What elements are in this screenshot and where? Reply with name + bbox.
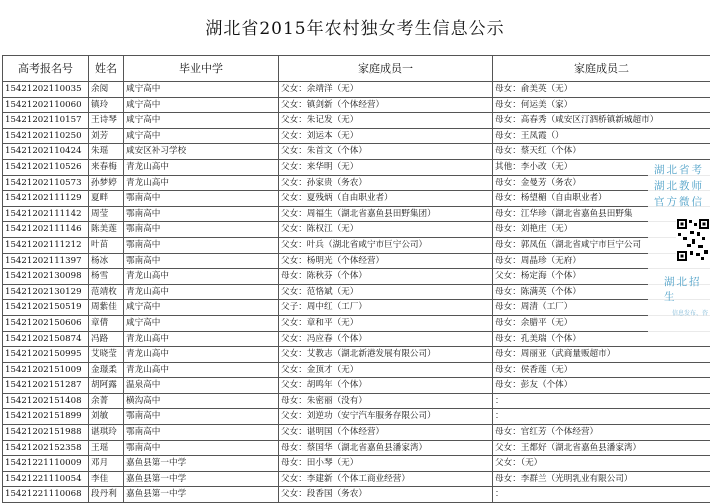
member-two-cell: 母女：王凤霞（）: [493, 128, 710, 144]
member-one-cell: 父女：李建新（个体工商业经营）: [279, 471, 493, 487]
exam-id-cell: 15421221110068: [3, 487, 89, 503]
name-cell: 余阅: [89, 82, 124, 98]
name-cell: 镇玲: [89, 97, 124, 113]
member-one-cell: 父女：金顶才（无）: [279, 362, 493, 378]
header-name: 姓名: [89, 56, 124, 82]
info-table: [2, 55, 710, 503]
member-two-cell: 母女：周丽亚（武商量贩超市）: [493, 347, 710, 363]
member-one-cell: 母女：田小琴（无）: [279, 456, 493, 472]
member-two-cell: 母女：刘艳庄（无）: [493, 222, 710, 238]
table-row: [3, 175, 710, 191]
name-cell: 章倩: [89, 315, 124, 331]
school-cell: 青龙山高中: [124, 362, 279, 378]
exam-id-cell: 15421202150606: [3, 315, 89, 331]
school-cell: 鄂南高中: [124, 237, 279, 253]
table-row: [3, 159, 710, 175]
table-row: [3, 97, 710, 113]
name-cell: 陈美莲: [89, 222, 124, 238]
name-cell: 杨雪: [89, 269, 124, 285]
table-row: [3, 487, 710, 503]
school-cell: 鄂南高中: [124, 253, 279, 269]
name-cell: 朱瑶: [89, 144, 124, 160]
name-cell: 孙梦婷: [89, 175, 124, 191]
member-one-cell: 父女：夏残炳（自由职业者）: [279, 191, 493, 207]
name-cell: 金璟柔: [89, 362, 124, 378]
member-one-cell: 父女：刘运本（无）: [279, 128, 493, 144]
member-one-cell: 父女：陈权江（无）: [279, 222, 493, 238]
name-cell: 刘芳: [89, 128, 124, 144]
school-cell: 咸宁高中: [124, 113, 279, 129]
school-cell: 鄂南高中: [124, 440, 279, 456]
member-one-cell: 父女：朱记发（无）: [279, 113, 493, 129]
name-cell: 范靖枚: [89, 284, 124, 300]
member-two-cell: 母女：陈满英（个体）: [493, 284, 710, 300]
member-one-cell: 父女：孙家贵（务农）: [279, 175, 493, 191]
name-cell: 邓月: [89, 456, 124, 472]
member-two-cell: 母女：高春秀（咸安区汀泗桥镇新城超市）: [493, 113, 710, 129]
table-row: [3, 300, 710, 316]
member-two-cell: 母女：李群兰（光明乳业有限公司）: [493, 471, 710, 487]
name-cell: 周莹: [89, 206, 124, 222]
table-row: [3, 456, 710, 472]
exam-id-cell: 15421202152358: [3, 440, 89, 456]
member-two-cell: 母女：周晶珍（无府）: [493, 253, 710, 269]
exam-id-cell: 15421202150995: [3, 347, 89, 363]
name-cell: 余菁: [89, 393, 124, 409]
name-cell: 王瑶: [89, 440, 124, 456]
member-one-cell: 父女：范恪斌（无）: [279, 284, 493, 300]
table-row: [3, 128, 710, 144]
school-cell: 青龙山高中: [124, 347, 279, 363]
table-row: [3, 440, 710, 456]
name-cell: 冯路: [89, 331, 124, 347]
member-one-cell: 父女：镇剑新（个体经营）: [279, 97, 493, 113]
name-cell: 叶苗: [89, 237, 124, 253]
member-one-cell: 父女：冯应春（个体）: [279, 331, 493, 347]
ad-line: 湖北省考: [648, 162, 710, 178]
ad-bottom-text: 湖北招生: [648, 274, 710, 304]
member-one-cell: 父女：胡鸣年（个体）: [279, 378, 493, 394]
school-cell: 温泉高中: [124, 378, 279, 394]
exam-id-cell: 15421202111146: [3, 222, 89, 238]
member-one-cell: 父女：来华明（无）: [279, 159, 493, 175]
exam-id-cell: 15421202151009: [3, 362, 89, 378]
exam-id-cell: 15421202151899: [3, 409, 89, 425]
school-cell: 鄂南高中: [124, 206, 279, 222]
school-cell: 青龙山高中: [124, 331, 279, 347]
exam-id-cell: 15421202130098: [3, 269, 89, 285]
member-one-cell: 父女：艾教志（湖北新港发展有限公司）: [279, 347, 493, 363]
school-cell: 嘉鱼县第一中学: [124, 456, 279, 472]
member-two-cell: ：: [493, 409, 710, 425]
school-cell: 青龙山高中: [124, 269, 279, 285]
name-cell: 谌琪玲: [89, 425, 124, 441]
member-two-cell: 母女：郭凤伍（湖北省咸宁市巨宁公司: [493, 237, 710, 253]
table-row: [3, 269, 710, 285]
school-cell: 嘉鱼县第一中学: [124, 471, 279, 487]
header-member-one: 家庭成员一: [279, 56, 493, 82]
member-one-cell: 父子：周中红（工厂）: [279, 300, 493, 316]
member-one-cell: 父女：章和平（无）: [279, 315, 493, 331]
table-row: [3, 362, 710, 378]
member-two-cell: 母女：周清（工厂）: [493, 300, 710, 316]
member-two-cell: 母女：官红芳（个体经营）: [493, 425, 710, 441]
school-cell: 咸宁高中: [124, 315, 279, 331]
member-two-cell: 母女：金曼芳（务农）: [493, 175, 710, 191]
name-cell: 王诗琴: [89, 113, 124, 129]
exam-id-cell: 15421221110054: [3, 471, 89, 487]
member-two-cell: 母女：何运美（家）: [493, 97, 710, 113]
member-one-cell: 父女：朱首文（个体）: [279, 144, 493, 160]
member-two-cell: 母女：蔡天红（个体）: [493, 144, 710, 160]
exam-id-cell: 15421202110035: [3, 82, 89, 98]
school-cell: 鄂南高中: [124, 425, 279, 441]
member-two-cell: 母女：杨望楣（自由职业者）: [493, 191, 710, 207]
table-row: [3, 237, 710, 253]
member-one-cell: 父女：谌明国（个体经营）: [279, 425, 493, 441]
member-two-cell: 母女：侯香莲（无）: [493, 362, 710, 378]
exam-id-cell: 15421202111129: [3, 191, 89, 207]
exam-id-cell: 15421202130129: [3, 284, 89, 300]
table-row: [3, 393, 710, 409]
member-two-cell: 父女：杨定海（个体）: [493, 269, 710, 285]
exam-id-cell: 15421202111397: [3, 253, 89, 269]
table-row: [3, 425, 710, 441]
ad-small-text: 信息发布、咨: [648, 308, 710, 317]
school-cell: 咸宁高中: [124, 300, 279, 316]
page-title: 湖北省2015年农村独女考生信息公示: [0, 14, 710, 39]
name-cell: 来春梅: [89, 159, 124, 175]
exam-id-cell: 15421202110060: [3, 97, 89, 113]
exam-id-cell: 15421202111212: [3, 237, 89, 253]
name-cell: 胡阿露: [89, 378, 124, 394]
school-cell: 鄂南高中: [124, 409, 279, 425]
exam-id-cell: 15421202110573: [3, 175, 89, 191]
member-two-cell: 母女：彭友（个体）: [493, 378, 710, 394]
school-cell: 青龙山高中: [124, 284, 279, 300]
school-cell: 咸宁高中: [124, 97, 279, 113]
exam-id-cell: 15421202151408: [3, 393, 89, 409]
exam-id-cell: 15421202151988: [3, 425, 89, 441]
exam-id-cell: 15421202110250: [3, 128, 89, 144]
qr-code-icon: [676, 218, 710, 262]
table-row: [3, 378, 710, 394]
exam-id-cell: 15421202110526: [3, 159, 89, 175]
school-cell: 青龙山高中: [124, 175, 279, 191]
exam-id-cell: 15421221110009: [3, 456, 89, 472]
exam-id-cell: 15421202110424: [3, 144, 89, 160]
member-two-cell: 父女：王都好（湖北省嘉鱼县潘家湾）: [493, 440, 710, 456]
table-row: [3, 253, 710, 269]
name-cell: 刘敏: [89, 409, 124, 425]
header-exam-id: 高考报名号: [3, 56, 89, 82]
school-cell: 横沟高中: [124, 393, 279, 409]
ad-line: 官方微信: [648, 194, 710, 210]
table-row: [3, 284, 710, 300]
name-cell: 艾晓莹: [89, 347, 124, 363]
member-two-cell: 母女：孔美瑞（个体）: [493, 331, 710, 347]
table-row: [3, 144, 710, 160]
member-one-cell: 父女：周福生（湖北省嘉鱼县田野集团）: [279, 206, 493, 222]
table-row: [3, 222, 710, 238]
school-cell: 鄂南高中: [124, 222, 279, 238]
name-cell: 李佳: [89, 471, 124, 487]
table-row: [3, 347, 710, 363]
school-cell: 咸安区补习学校: [124, 144, 279, 160]
member-one-cell: 母女：陈秋芬（个体）: [279, 269, 493, 285]
name-cell: 夏畔: [89, 191, 124, 207]
school-cell: 鄂南高中: [124, 191, 279, 207]
table-row: [3, 206, 710, 222]
header-member-two: 家庭成员二: [493, 56, 710, 82]
member-two-cell: ：: [493, 393, 710, 409]
member-one-cell: 父女：杨明光（个体经营）: [279, 253, 493, 269]
member-two-cell: 母女：江华珍（湖北省嘉鱼县田野集: [493, 206, 710, 222]
table-row: [3, 471, 710, 487]
header-school: 毕业中学: [124, 56, 279, 82]
member-one-cell: 父女：余靖洋（无）: [279, 82, 493, 98]
name-cell: 杨冰: [89, 253, 124, 269]
member-two-cell: 父女：（无）: [493, 456, 710, 472]
exam-id-cell: 15421202150874: [3, 331, 89, 347]
member-two-cell: 母女：俞美英（无）: [493, 82, 710, 98]
school-cell: 嘉鱼县第一中学: [124, 487, 279, 503]
table-row: [3, 191, 710, 207]
member-one-cell: 母女：朱密丽（没有）: [279, 393, 493, 409]
exam-id-cell: 15421202150519: [3, 300, 89, 316]
member-two-cell: 其他：李小改（无）: [493, 159, 710, 175]
table-row: [3, 113, 710, 129]
exam-id-cell: 15421202110157: [3, 113, 89, 129]
member-one-cell: 父女：刘逆功（安宁汽车服务存限公司）: [279, 409, 493, 425]
name-cell: 周紫佳: [89, 300, 124, 316]
table-row: [3, 331, 710, 347]
school-cell: 咸宁高中: [124, 128, 279, 144]
ad-line: 湖北教师: [648, 178, 710, 194]
member-two-cell: ：: [493, 487, 710, 503]
name-cell: 段丹利: [89, 487, 124, 503]
member-one-cell: 母女：蔡国华（湖北省嘉鱼县潘家湾）: [279, 440, 493, 456]
exam-id-cell: 15421202111142: [3, 206, 89, 222]
table-row: [3, 82, 710, 98]
member-one-cell: 父女：叶兵（湖北省咸宁市巨宁公司）: [279, 237, 493, 253]
school-cell: 青龙山高中: [124, 159, 279, 175]
table-row: [3, 409, 710, 425]
table-row: [3, 315, 710, 331]
table-header-row: [3, 56, 710, 82]
side-advertisement[interactable]: [648, 162, 710, 340]
exam-id-cell: 15421202151287: [3, 378, 89, 394]
member-one-cell: 父女：段香国（务农）: [279, 487, 493, 503]
school-cell: 咸宁高中: [124, 82, 279, 98]
member-two-cell: 母女：余腊平（无）: [493, 315, 710, 331]
